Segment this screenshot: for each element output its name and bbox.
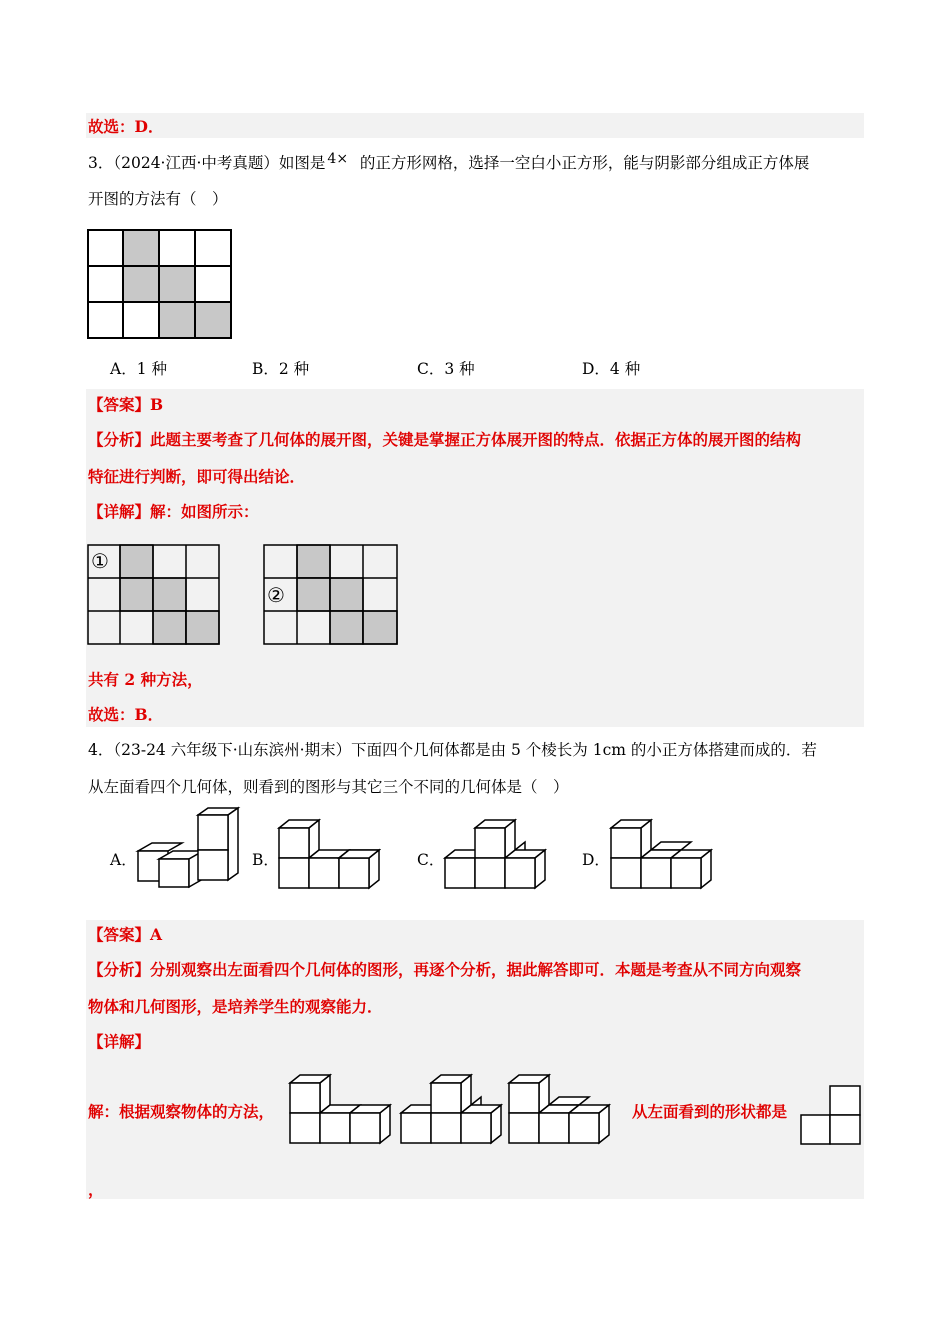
q4-detail-figure-c (399, 1073, 503, 1147)
top-result: 故选：D． (88, 117, 164, 136)
q3-analysis-line-1: 【分析】此题主要考查了几何体的展开图，关键是掌握正方体展开图的特点．依据正方体的展开图的结构 (88, 430, 802, 449)
q4-left-view-shape (800, 1085, 862, 1145)
q3-option-a: A．1 种 (110, 360, 167, 378)
q3-grid-figure (87, 229, 233, 339)
q4-stem-line-2: 从左面看四个几何体，则看到的图形与其它三个不同的几何体是（ ） (88, 778, 569, 796)
q3-option-d: D．4 种 (582, 360, 641, 378)
q3-answer: 【答案】B (88, 395, 164, 414)
q3-option-c: C．3 种 (417, 360, 475, 378)
q4-option-a-label: A． (110, 851, 137, 869)
q4-option-d-label: D． (582, 851, 610, 869)
q3-stem-line-2: 开图的方法有（ ） (88, 190, 228, 208)
marker-1: ① (91, 549, 109, 573)
q3-analysis-line-2: 特征进行判断，即可得出结论． (88, 467, 306, 486)
q4-detail-text-b: 从左面看到的形状都是 (632, 1102, 788, 1121)
q4-detail-label: 【详解】 (88, 1032, 151, 1051)
q4-option-c-figure (443, 818, 547, 890)
q3-stem-line-1: 3．（2024·江西·中考真题）如图是 4× 的正方形网格，选择一空白小正方形，能与阴影部分组成正方体展 (88, 151, 810, 172)
answer-panel-top (86, 113, 864, 138)
q4-option-b-label: B． (252, 851, 279, 869)
marker-2: ② (267, 583, 285, 607)
q4-detail-text-a: 解：根据观察物体的方法， (88, 1102, 275, 1121)
q4-option-b-figure (277, 818, 391, 890)
q4-analysis-line-1: 【分析】分别观察出左面看四个几何体的图形，再逐个分析，据此解答即可．本题是考查从不同方向观察 (88, 960, 802, 979)
q4-stem-line-1: 4．（23-24 六年级下·山东滨州·期末）下面四个几何体都是由 5 个棱长为 1cm 的小正方体搭建而成的．若 (88, 741, 817, 759)
q4-option-d-figure (609, 818, 713, 890)
q3-option-b: B．2 种 (252, 360, 310, 378)
q3-result: 故选：B． (88, 705, 164, 724)
q3-total: 共有 2 种方法， (88, 670, 203, 689)
q3-detail: 【详解】解：如图所示： (88, 502, 259, 521)
q4-detail-figure-d (507, 1073, 611, 1147)
q4-answer: 【答案】A (88, 925, 163, 944)
q4-option-a-figure (135, 807, 241, 889)
q4-option-c-label: C． (417, 851, 445, 869)
q4-detail-figure-b (288, 1073, 400, 1147)
q4-analysis-line-2: 物体和几何图形，是培养学生的观察能力． (88, 997, 383, 1016)
q4-comma: ， (88, 1180, 104, 1199)
